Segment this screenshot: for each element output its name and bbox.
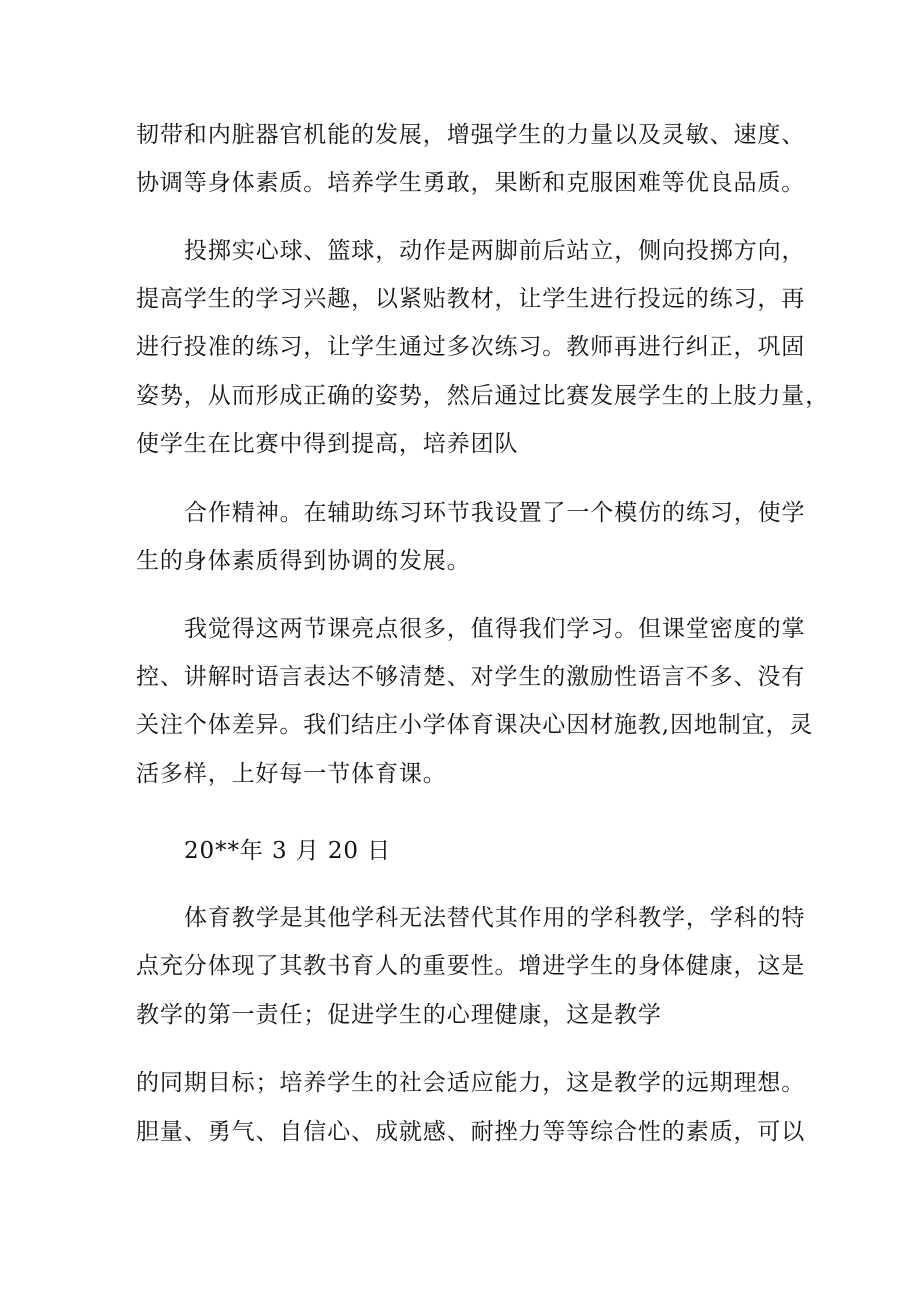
text-line: 提高学生的学习兴趣，以紧贴教材，让学生进行投远的练习，再	[136, 286, 806, 312]
text-line: 的同期目标；培养学生的社会适应能力，这是教学的远期理想。	[136, 1070, 806, 1096]
date-line: 20**年 3 月 20 日	[184, 838, 392, 864]
text-line: 控、讲解时语言表达不够清楚、对学生的激励性语言不多、没有	[136, 664, 806, 690]
text-line: 韧带和内脏器官机能的发展，增强学生的力量以及灵敏、速度、	[136, 122, 806, 148]
text-line: 姿势，从而形成正确的姿势，然后通过比赛发展学生的上肢力量，	[136, 383, 830, 409]
text-line: 教学的第一责任；促进学生的心理健康，这是教学	[136, 1002, 662, 1028]
text-line: 关注个体差异。我们结庄小学体育课决心因材施教,因地制宜，灵	[136, 712, 814, 738]
paragraph-start-line: 我觉得这两节课亮点很多，值得我们学习。但课堂密度的掌	[184, 616, 806, 642]
text-line: 生的身体素质得到协调的发展。	[136, 548, 471, 574]
text-line: 使学生在比赛中得到提高，培养团队	[136, 431, 519, 457]
text-line: 点充分体现了其教书育人的重要性。增进学生的身体健康，这是	[136, 953, 806, 979]
text-line: 进行投准的练习，让学生通过多次练习。教师再进行纠正，巩固	[136, 334, 806, 360]
text-line: 活多样，上好每一节体育课。	[136, 761, 447, 787]
paragraph-start-line: 体育教学是其他学科无法替代其作用的学科教学，学科的特	[184, 905, 806, 931]
text-line: 协调等身体素质。培养学生勇敢，果断和克服困难等优良品质。	[136, 170, 806, 196]
text-line: 胆量、勇气、自信心、成就感、耐挫力等等综合性的素质，可以	[136, 1119, 806, 1145]
paragraph-start-line: 合作精神。在辅助练习环节我设置了一个模仿的练习，使学	[184, 500, 806, 526]
paragraph-start-line: 投掷实心球、篮球，动作是两脚前后站立，侧向投掷方向，	[184, 238, 806, 264]
